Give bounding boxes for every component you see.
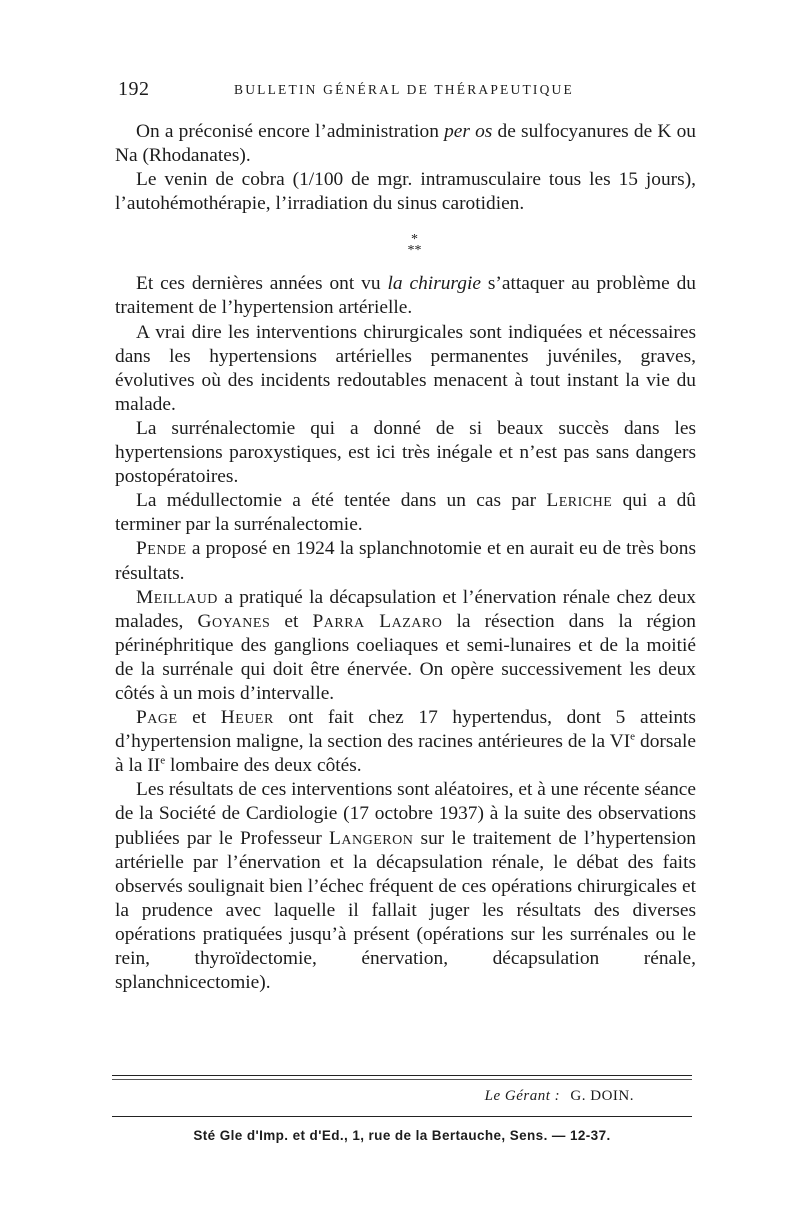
paragraph-1	[115, 120, 696, 168]
paragraph-text: et	[270, 610, 313, 632]
footer-rule	[112, 1116, 692, 1117]
author-name: Goyanes	[197, 610, 271, 632]
asterism-bottom: **	[407, 243, 422, 259]
paragraph-4: A vrai dire les interventions chirurgicales sont indiquées et nécessaires dans les hypertensions artérielles permanentes juvéniles, graves, évolutives où des incidents redoutables menacent à tout instant la vie du malade.	[115, 321, 696, 415]
paragraph-9	[115, 706, 696, 778]
paragraph-text: ont fait chez 17 hypertendus, dont 5 atteints d’hypertension maligne, la section des racines antérieures de la VI	[115, 707, 696, 753]
footer-double-rule	[112, 1075, 692, 1080]
divider	[112, 1075, 692, 1080]
paragraph-5: La surrénalectomie qui a donné de si beaux succès dans les hypertensions paroxystiques, est ici très inégale et n’est pas sans dangers postopératoires.	[115, 417, 696, 488]
paragraph-8	[115, 586, 696, 706]
paragraph-text: La médullectomie a été tentée dans un cas par	[136, 490, 547, 512]
running-head: BULLETIN GÉNÉRAL DE THÉRAPEUTIQUE	[234, 82, 574, 97]
author-name: Langeron	[329, 827, 414, 849]
paragraph-text: s’attaquer au problème du traitement de l’hypertension artérielle.	[115, 273, 696, 319]
paragraph-6	[115, 489, 696, 537]
author-name: Heuer	[220, 707, 274, 729]
paragraph-text: dorsale à la II	[115, 731, 696, 777]
printer-imprint: Sté Gle d'Imp. et d'Ed., 1, rue de la Bertauche, Sens. — 12-37.	[193, 1128, 611, 1143]
gerant-label: Le Gérant :	[484, 1088, 561, 1104]
paragraph-10	[115, 778, 696, 995]
body-text	[115, 120, 696, 995]
gerant-name: G. DOIN.	[570, 1088, 634, 1104]
paragraph-7	[115, 537, 696, 585]
paragraph-text: qui a dû terminer par la surrénalectomie.	[115, 490, 696, 536]
author-name: Page	[136, 707, 178, 729]
paragraph-text: lombaire des deux côtés.	[165, 755, 362, 777]
paragraph-text: Les résultats de ces interventions sont aléatoires, et à une récente séance de la Société de Cardiologie (17 octobre 1937) à la suite des observations publiées par le Professeur	[115, 779, 696, 849]
asterism-divider	[133, 232, 696, 259]
paragraph-text: et	[177, 707, 221, 729]
paragraph-text: de sulfocyanures de K ou Na (Rhodanates).	[115, 121, 696, 167]
page-number: 192	[118, 78, 150, 100]
superscript: e	[630, 730, 636, 743]
paragraph-text: Et ces dernières années ont vu	[136, 273, 388, 295]
italic-term: la chirurgie	[387, 273, 481, 295]
paragraph-text: a pratiqué la décapsulation et l’énervation rénale chez deux malades,	[115, 586, 696, 632]
paragraph-text: On a préconisé encore l’administration	[136, 121, 445, 142]
paragraph-text: la résection dans la région périnéphritique des ganglions coeliaques et semi-lunaires et de la moitié de la surrénale qui doit être énervée. On opère successivement les deux côtés à un mois d’intervalle.	[115, 610, 696, 704]
asterism-top: *	[411, 232, 418, 248]
author-name: Leriche	[546, 490, 613, 512]
italic-term: per os	[444, 121, 493, 142]
author-name: Pende	[136, 538, 187, 560]
superscript: e	[160, 754, 166, 767]
page-header	[118, 78, 698, 104]
author-name: Meillaud	[136, 586, 218, 608]
paragraph-2: Le venin de cobra (1/100 de mgr. intramusculaire tous les 15 jours), l’autohémothérapie, l’irradiation du sinus carotidien.	[115, 169, 696, 215]
paragraph-text: sur le traitement de l’hypertension artérielle par l’énervation et la décapsulation rénale, le débat des faits observés soulignait bien l’échec fréquent de ces opérations chirurgicales et la prudence avec laquelle il fallait juger les résultats des diverses opérations pratiquées jusqu’à présent (opérations sur les surrénales ou le rein, thyroïdectomie, énervation, décapsulation rénale, splanchnicectomie).	[115, 827, 696, 994]
author-name: Parra Lazaro	[312, 610, 443, 632]
paragraph-text: a proposé en 1924 la splanchnotomie et en aurait eu de très bons résultats.	[115, 538, 696, 584]
gerant-signature	[112, 1088, 634, 1105]
paragraph-3	[115, 272, 696, 320]
